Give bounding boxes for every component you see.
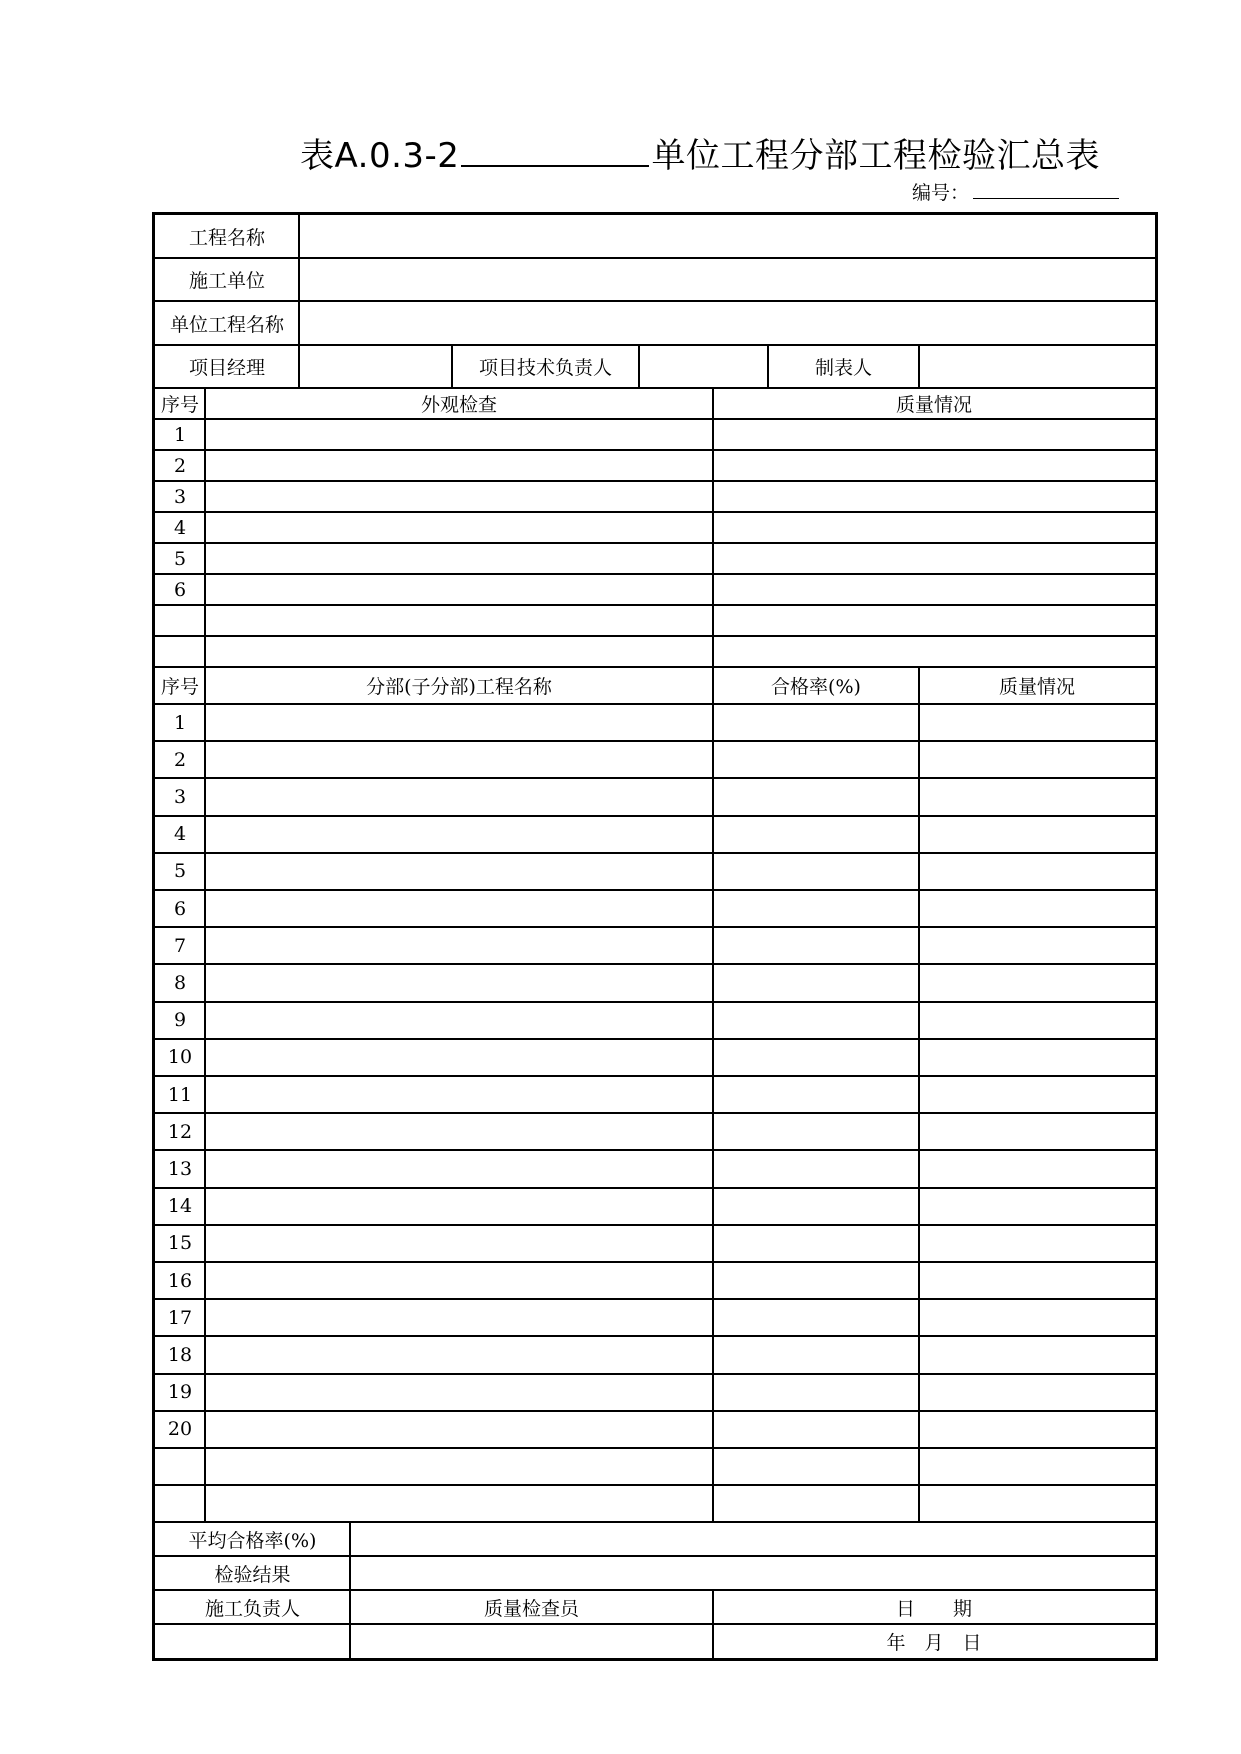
subsection-quality-cell[interactable] xyxy=(919,1076,1155,1113)
tabulator-field[interactable] xyxy=(919,345,1155,388)
subsection-pass-rate-cell[interactable] xyxy=(713,1411,919,1448)
avg-pass-rate-label: 平均合格率(%) xyxy=(188,1529,317,1552)
project-name-label: 工程名称 xyxy=(188,227,265,249)
subsection-pass-rate-cell[interactable] xyxy=(713,1039,919,1076)
subsection-row-number: 14 xyxy=(167,1195,193,1218)
subsection-quality-cell[interactable] xyxy=(919,1039,1155,1076)
inspection-result-label: 检验结果 xyxy=(214,1563,291,1586)
subsection-quality-cell[interactable] xyxy=(919,853,1155,890)
subsection-quality-cell[interactable] xyxy=(919,1448,1155,1485)
unit-project-name-field[interactable] xyxy=(299,301,1155,345)
unit-name-blank[interactable] xyxy=(461,135,649,167)
subsection-row-number: 13 xyxy=(167,1157,193,1180)
appearance-quality-cell[interactable] xyxy=(713,605,1155,636)
appearance-row-number: 5 xyxy=(173,547,187,570)
tech-leader-label: 项目技术负责人 xyxy=(478,357,612,379)
subsection-pass-rate-cell[interactable] xyxy=(713,890,919,927)
subsection-seq-header: 序号 xyxy=(160,676,199,698)
subsection-pass-rate-cell[interactable] xyxy=(713,704,919,741)
subsection-pass-rate-cell[interactable] xyxy=(713,1374,919,1411)
subsection-pass-rate-cell[interactable] xyxy=(713,1225,919,1262)
subsection-quality-cell[interactable] xyxy=(919,816,1155,853)
subsection-quality-cell[interactable] xyxy=(919,1374,1155,1411)
subsection-name-cell[interactable] xyxy=(205,1299,713,1336)
appearance-row-number: 3 xyxy=(173,485,187,508)
subsection-pass-rate-cell[interactable] xyxy=(713,1448,919,1485)
appearance-quality-cell[interactable] xyxy=(713,481,1155,512)
subsection-pass-rate-header: 合格率(%) xyxy=(771,676,861,698)
subsection-row-number: 12 xyxy=(167,1120,193,1143)
appearance-check-cell[interactable] xyxy=(205,574,713,605)
form-code-field[interactable] xyxy=(973,180,1119,199)
subsection-pass-rate-cell[interactable] xyxy=(713,927,919,964)
subsection-name-cell[interactable] xyxy=(205,816,713,853)
subsection-row-number: 6 xyxy=(173,897,187,920)
subsection-name-cell[interactable] xyxy=(205,890,713,927)
subsection-row-number: 3 xyxy=(173,785,187,808)
subsection-name-cell[interactable] xyxy=(205,1150,713,1187)
subsection-pass-rate-cell[interactable] xyxy=(713,964,919,1001)
form-code-label: 编号： xyxy=(912,182,970,204)
subsection-row-number xyxy=(155,1448,205,1485)
subsection-quality-cell[interactable] xyxy=(919,1113,1155,1150)
appearance-quality-cell[interactable] xyxy=(713,450,1155,481)
subsection-pass-rate-cell[interactable] xyxy=(713,1262,919,1299)
subsection-row-number: 16 xyxy=(167,1269,193,1292)
subsection-name-cell[interactable] xyxy=(205,704,713,741)
subsection-name-cell[interactable] xyxy=(205,964,713,1001)
subsection-row-number: 7 xyxy=(173,934,187,957)
subsection-quality-cell[interactable] xyxy=(919,741,1155,778)
subsection-pass-rate-cell[interactable] xyxy=(713,1299,919,1336)
appearance-quality-header: 质量情况 xyxy=(895,394,972,416)
subsection-quality-cell[interactable] xyxy=(919,1485,1155,1522)
subsection-name-cell[interactable] xyxy=(205,1448,713,1485)
appearance-quality-cell[interactable] xyxy=(713,543,1155,574)
subsection-row-number: 4 xyxy=(173,823,187,846)
subsection-quality-cell[interactable] xyxy=(919,964,1155,1001)
subsection-row-number: 2 xyxy=(173,748,187,771)
construction-unit-field[interactable] xyxy=(299,258,1155,301)
subsection-name-cell[interactable] xyxy=(205,1262,713,1299)
tech-leader-field[interactable] xyxy=(639,345,768,388)
subsection-pass-rate-cell[interactable] xyxy=(713,1076,919,1113)
appearance-row-number: 1 xyxy=(173,423,187,446)
construction-unit-label: 施工单位 xyxy=(188,270,265,292)
subsection-quality-header: 质量情况 xyxy=(998,676,1075,698)
appearance-check-cell[interactable] xyxy=(205,450,713,481)
appearance-row-number: 6 xyxy=(173,578,187,601)
form-title-suffix: 单位工程分部工程检验汇总表 xyxy=(651,136,1100,176)
subsection-pass-rate-cell[interactable] xyxy=(713,1336,919,1373)
subsection-name-cell[interactable] xyxy=(205,1485,713,1522)
date-label: 日 期 xyxy=(895,1597,972,1620)
subsection-name-cell[interactable] xyxy=(205,1225,713,1262)
subsection-quality-cell[interactable] xyxy=(919,927,1155,964)
appearance-check-header: 外观检查 xyxy=(420,394,497,416)
subsection-pass-rate-cell[interactable] xyxy=(713,741,919,778)
subsection-row-number: 20 xyxy=(167,1418,193,1441)
appearance-row-number xyxy=(155,605,205,636)
subsection-pass-rate-cell[interactable] xyxy=(713,1113,919,1150)
subsection-row-number: 18 xyxy=(167,1343,193,1366)
subsection-pass-rate-cell[interactable] xyxy=(713,778,919,815)
subsection-quality-cell[interactable] xyxy=(919,1150,1155,1187)
subsection-quality-cell[interactable] xyxy=(919,1188,1155,1225)
unit-project-name-label: 单位工程名称 xyxy=(169,313,284,336)
subsection-name-cell[interactable] xyxy=(205,853,713,890)
subsection-quality-cell[interactable] xyxy=(919,1411,1155,1448)
subsection-row-number: 8 xyxy=(173,971,187,994)
subsection-row-number: 10 xyxy=(167,1046,193,1069)
appearance-check-cell[interactable] xyxy=(205,512,713,543)
appearance-quality-cell[interactable] xyxy=(713,574,1155,605)
date-field[interactable]: 年 月 日 xyxy=(886,1631,982,1654)
appearance-row-number: 2 xyxy=(173,454,187,477)
appearance-seq-header: 序号 xyxy=(160,394,199,416)
subsection-row-number xyxy=(155,1485,205,1522)
subsection-name-cell[interactable] xyxy=(205,1002,713,1039)
subsection-name-cell[interactable] xyxy=(205,1336,713,1373)
appearance-check-cell[interactable] xyxy=(205,419,713,450)
subsection-quality-cell[interactable] xyxy=(919,1262,1155,1299)
subsection-row-number: 17 xyxy=(167,1306,193,1329)
subsection-quality-cell[interactable] xyxy=(919,1002,1155,1039)
quality-inspector-signature[interactable] xyxy=(350,1624,713,1658)
subsection-row-number: 11 xyxy=(167,1083,193,1106)
avg-pass-rate-field[interactable] xyxy=(350,1522,1155,1556)
subsection-name-cell[interactable] xyxy=(205,741,713,778)
subsection-row-number: 19 xyxy=(167,1381,193,1404)
form-title xyxy=(300,128,1100,177)
summary-table xyxy=(152,212,1158,1661)
subsection-name-cell[interactable] xyxy=(205,1113,713,1150)
subsection-name-cell[interactable] xyxy=(205,1411,713,1448)
subsection-name-cell[interactable] xyxy=(205,927,713,964)
subsection-row-number: 15 xyxy=(167,1232,193,1255)
subsection-quality-cell[interactable] xyxy=(919,890,1155,927)
subsection-pass-rate-cell[interactable] xyxy=(713,1150,919,1187)
subsection-quality-cell[interactable] xyxy=(919,1336,1155,1373)
subsection-pass-rate-cell[interactable] xyxy=(713,853,919,890)
subsection-row-number: 1 xyxy=(173,711,187,734)
quality-inspector-label: 质量检查员 xyxy=(483,1597,579,1620)
subsection-quality-cell[interactable] xyxy=(919,778,1155,815)
project-manager-field[interactable] xyxy=(299,345,452,388)
subsection-name-cell[interactable] xyxy=(205,1188,713,1225)
appearance-row-number: 4 xyxy=(173,516,187,539)
subsection-quality-cell[interactable] xyxy=(919,1225,1155,1262)
tabulator-label: 制表人 xyxy=(814,357,872,379)
form-title-prefix: 表A.0.3-2 xyxy=(300,136,460,176)
subsection-pass-rate-cell[interactable] xyxy=(713,1485,919,1522)
subsection-row-number: 9 xyxy=(173,1009,187,1032)
appearance-check-cell[interactable] xyxy=(205,543,713,574)
appearance-row-number xyxy=(155,636,205,667)
appearance-quality-cell[interactable] xyxy=(713,419,1155,450)
subsection-name-cell[interactable] xyxy=(205,1374,713,1411)
subsection-pass-rate-cell[interactable] xyxy=(713,1188,919,1225)
appearance-quality-cell[interactable] xyxy=(713,636,1155,667)
project-manager-label: 项目经理 xyxy=(188,357,265,379)
appearance-check-cell[interactable] xyxy=(205,636,713,667)
subsection-row-number: 5 xyxy=(173,860,187,883)
subsection-quality-cell[interactable] xyxy=(919,1299,1155,1336)
appearance-check-cell[interactable] xyxy=(205,605,713,636)
construction-leader-label: 施工负责人 xyxy=(204,1597,300,1620)
subsection-quality-cell[interactable] xyxy=(919,704,1155,741)
construction-leader-signature[interactable] xyxy=(155,1624,350,1658)
subsection-name-cell[interactable] xyxy=(205,1076,713,1113)
subsection-name-header: 分部(子分部)工程名称 xyxy=(366,676,552,698)
form-code xyxy=(912,178,1119,205)
subsection-name-cell[interactable] xyxy=(205,1039,713,1076)
subsection-pass-rate-cell[interactable] xyxy=(713,1002,919,1039)
project-name-field[interactable] xyxy=(299,215,1155,258)
subsection-pass-rate-cell[interactable] xyxy=(713,816,919,853)
subsection-name-cell[interactable] xyxy=(205,778,713,815)
appearance-check-cell[interactable] xyxy=(205,481,713,512)
inspection-result-field[interactable] xyxy=(350,1556,1155,1590)
appearance-quality-cell[interactable] xyxy=(713,512,1155,543)
